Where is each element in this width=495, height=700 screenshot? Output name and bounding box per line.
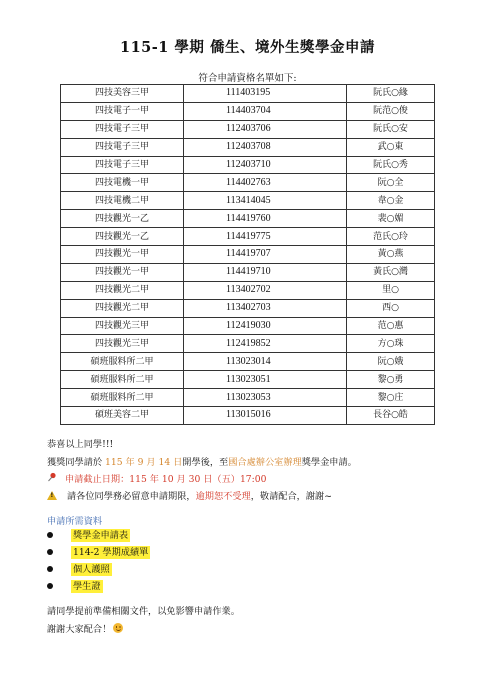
table-row bbox=[61, 335, 435, 353]
table-row bbox=[61, 407, 435, 425]
class-cell: 四技觀光一甲 bbox=[61, 246, 184, 264]
list-item bbox=[47, 578, 150, 595]
class-cell: 四技觀光一甲 bbox=[61, 263, 184, 281]
class-cell: 四技電子一甲 bbox=[61, 102, 184, 120]
pushpin-icon bbox=[47, 472, 57, 485]
bullet-icon bbox=[47, 566, 53, 572]
class-cell: 四技觀光二甲 bbox=[61, 299, 184, 317]
student-name-cell: 范○惠 bbox=[347, 317, 435, 335]
table-row bbox=[61, 85, 435, 103]
footer-note: 請同學提前準備相關文件，以免影響申請作業。 bbox=[47, 606, 240, 617]
student-name-cell: 武○東 bbox=[347, 138, 435, 156]
student-id-cell: 112403706 bbox=[184, 120, 347, 138]
table-row bbox=[61, 317, 435, 335]
table-row bbox=[61, 102, 435, 120]
table-row bbox=[61, 156, 435, 174]
warning-highlight: 逾期恕不受理 bbox=[195, 491, 251, 502]
class-cell: 四技電機一甲 bbox=[61, 174, 184, 192]
warning-prefix: 請各位同學務必留意申請期限， bbox=[67, 491, 196, 502]
student-name-cell: 里○ bbox=[347, 281, 435, 299]
list-item bbox=[47, 527, 150, 544]
list-item bbox=[47, 544, 150, 561]
class-cell: 四技觀光三甲 bbox=[61, 317, 184, 335]
requirement-label: 獎學金申請表 bbox=[73, 530, 129, 541]
student-name-cell: 長谷○皓 bbox=[347, 407, 435, 425]
student-name-cell: 方○珠 bbox=[347, 335, 435, 353]
student-name-cell: 阮氏○安 bbox=[347, 120, 435, 138]
bullet-icon bbox=[47, 532, 53, 538]
eligible-student-table bbox=[60, 84, 435, 425]
table-row bbox=[61, 120, 435, 138]
deadline-label: 申請截止日期：115 年 10 月 30 日（五）17:00 bbox=[65, 474, 267, 485]
student-id-cell: 113402702 bbox=[184, 281, 347, 299]
student-id-cell: 114419760 bbox=[184, 210, 347, 228]
class-cell: 碩班服料所二甲 bbox=[61, 371, 184, 389]
class-cell: 四技電子三甲 bbox=[61, 156, 184, 174]
student-id-cell: 113414045 bbox=[184, 192, 347, 210]
congrats-text: 恭喜以上同學!!! bbox=[47, 439, 114, 450]
warning-icon bbox=[47, 491, 57, 500]
requirements-list bbox=[47, 527, 150, 595]
instruction-middle: 開學後，至 bbox=[182, 457, 229, 468]
footer-thanks bbox=[47, 621, 123, 635]
deadline-text bbox=[47, 471, 266, 485]
class-cell: 碩班服料所二甲 bbox=[61, 389, 184, 407]
table-row bbox=[61, 263, 435, 281]
class-cell: 四技觀光一乙 bbox=[61, 228, 184, 246]
student-id-cell: 113015016 bbox=[184, 407, 347, 425]
student-name-cell: 西○ bbox=[347, 299, 435, 317]
student-id-cell: 114402763 bbox=[184, 174, 347, 192]
table-row bbox=[61, 281, 435, 299]
table-row bbox=[61, 228, 435, 246]
student-name-cell: 阮氏○秀 bbox=[347, 156, 435, 174]
class-cell: 四技電子三甲 bbox=[61, 120, 184, 138]
table-row bbox=[61, 210, 435, 228]
student-id-cell: 113023053 bbox=[184, 389, 347, 407]
class-cell: 碩班服料所二甲 bbox=[61, 353, 184, 371]
page-title: 115-1 學期 僑生、境外生獎學金申請 bbox=[120, 39, 375, 56]
table-row bbox=[61, 299, 435, 317]
requirement-label: 學生證 bbox=[73, 581, 101, 592]
class-cell: 碩班美容二甲 bbox=[61, 407, 184, 425]
table-row bbox=[61, 389, 435, 407]
instruction-suffix: 獎學金申請。 bbox=[301, 457, 357, 468]
student-id-cell: 113023051 bbox=[184, 371, 347, 389]
student-name-cell: 韋○金 bbox=[347, 192, 435, 210]
student-id-cell: 112403708 bbox=[184, 138, 347, 156]
warning-suffix: ，敬請配合，謝謝~ bbox=[250, 491, 332, 502]
student-name-cell: 阮○全 bbox=[347, 174, 435, 192]
instruction-office: 國合處辦公室辦理 bbox=[228, 457, 302, 468]
student-id-cell: 114403704 bbox=[184, 102, 347, 120]
class-cell: 四技觀光一乙 bbox=[61, 210, 184, 228]
class-cell: 四技電機二甲 bbox=[61, 192, 184, 210]
table-row bbox=[61, 174, 435, 192]
student-id-cell: 113402703 bbox=[184, 299, 347, 317]
requirement-label: 114-2 學期成績單 bbox=[73, 547, 149, 558]
student-name-cell: 阮○娥 bbox=[347, 353, 435, 371]
requirement-label: 個人護照 bbox=[73, 564, 110, 575]
student-name-cell: 黃○燕 bbox=[347, 246, 435, 264]
class-cell: 四技美容三甲 bbox=[61, 85, 184, 103]
class-cell: 四技觀光三甲 bbox=[61, 335, 184, 353]
student-id-cell: 112419030 bbox=[184, 317, 347, 335]
table-row bbox=[61, 353, 435, 371]
warning-text bbox=[47, 488, 332, 502]
student-name-cell: 阮氏○緣 bbox=[347, 85, 435, 103]
student-name-cell: 黎○勇 bbox=[347, 371, 435, 389]
student-name-cell: 黎○庄 bbox=[347, 389, 435, 407]
class-cell: 四技觀光二甲 bbox=[61, 281, 184, 299]
student-id-cell: 111403195 bbox=[184, 85, 347, 103]
instruction-prefix: 獲獎同學請於 bbox=[47, 457, 106, 468]
bullet-icon bbox=[47, 583, 53, 589]
requirements-title: 申請所需資料 bbox=[47, 516, 103, 527]
table-row bbox=[61, 246, 435, 264]
list-subtitle: 符合申請資格名單如下: bbox=[198, 73, 297, 84]
table-row bbox=[61, 192, 435, 210]
student-id-cell: 114419707 bbox=[184, 246, 347, 264]
bullet-icon bbox=[47, 549, 53, 555]
student-id-cell: 113023014 bbox=[184, 353, 347, 371]
instruction-text bbox=[47, 454, 357, 468]
instruction-date: 115 年 9 月 14 日 bbox=[105, 457, 183, 468]
student-id-cell: 112403710 bbox=[184, 156, 347, 174]
student-name-cell: 裴○媚 bbox=[347, 210, 435, 228]
class-cell: 四技電子三甲 bbox=[61, 138, 184, 156]
table-row bbox=[61, 138, 435, 156]
student-id-cell: 114419775 bbox=[184, 228, 347, 246]
student-name-cell: 黃氏○灣 bbox=[347, 263, 435, 281]
footer-thanks-text: 謝謝大家配合！ bbox=[47, 624, 112, 635]
student-name-cell: 阮范○俊 bbox=[347, 102, 435, 120]
student-id-cell: 114419710 bbox=[184, 263, 347, 281]
student-id-cell: 112419852 bbox=[184, 335, 347, 353]
smiley-icon bbox=[113, 623, 123, 633]
table-row bbox=[61, 371, 435, 389]
list-item bbox=[47, 561, 150, 578]
student-name-cell: 范氏○玲 bbox=[347, 228, 435, 246]
